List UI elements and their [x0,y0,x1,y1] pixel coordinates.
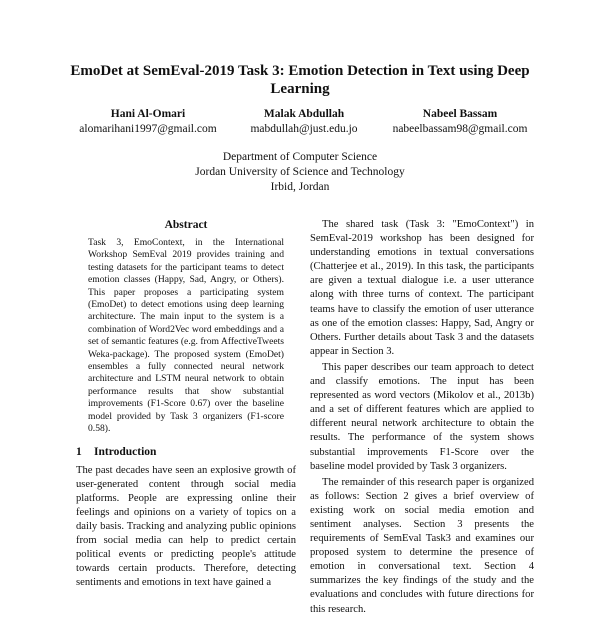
author-email: nabeelbassam98@gmail.com [392,123,528,135]
affiliation-department: Department of Computer Science [222,151,378,163]
affiliation [150,150,450,195]
abstract-text: Task 3, EmoContext, in the International Workshop SemEval 2019 provides training and testing datasets for the participant teams to detect emotion classes (Happy, Sad, Angry, or Others). This paper proposes a participating system (EmoDet) to detect emotions using deep learning architecture. The main input to the system is a combination of Word2Vec word embeddings and a set of semantic features (e.g. from AffectiveTweets Weka-package). The proposed system (EmoDet) ensembles a fully connected neural network architecture and LSTM neural network to obtain performance results that show substantial improvements (F1-Score 0.67) over the baseline model provided by Task 3 organizers (F1-score 0.58). [88,237,284,435]
section-title: Introduction [94,445,157,458]
author-name: Malak Abdullah [263,108,345,120]
affiliation-university: Jordan University of Science and Technology [195,166,405,178]
author-2 [214,107,394,137]
author-3 [370,107,550,137]
author-1 [58,107,238,137]
paper-title: EmoDet at SemEval-2019 Task 3: Emotion Detection in Text using Deep Learning [70,63,530,97]
author-name: Hani Al-Omari [110,108,186,120]
introduction-paragraph: The past decades have seen an explosive growth of user-generated content through social media platforms. People are expressing online their feelings and opinions on a variety of topics on a daily basis. Tracking and analyzing public opinions from social media can help to predict certain political events or predicting people's attitude towards certain products. Therefore, detecting sentiments and emotions in text have gained a [76,464,296,589]
paragraph: The shared task (Task 3: "EmoContext") in SemEval-2019 workshop has been designed for understanding emotions in textual conversations (Chatterjee et al., 2019). In this task, the participants are given a textual dialogue i.e. a user utterance along with three turns of context. The participant teams have to classify the emotion of user utterance as one of the emotion classes: Happy, Sad, Angry or Others. Further details about Task 3 and the datasets appear in Section 3. [310,219,534,357]
paragraph: This paper describes our team approach to detect and classify emotions. The input has been represented as word vectors (Mikolov et al., 2013b) and a set of different features which are applied to different neural network architecture to obtain the results. The performance of the system shows substantial improvements F1-Score over the baseline model provided by Task 3 organizers. [310,361,534,472]
author-email: mabdullah@just.edu.jo [250,123,358,135]
author-email: alomarihani1997@gmail.com [79,123,217,135]
abstract-heading: Abstract [164,219,208,231]
paragraph: The remainder of this research paper is organized as follows: Section 2 gives a brief overview of existing work on social media emotion and sentiment analyses. Section 3 presents the requirements of SemEval Task3 and examines our proposed system to determine the presence of emotion in conversational text. Section 4 summarizes the key findings of the study and the evaluations and concludes with future directions for this research. [310,476,534,615]
section-heading [76,445,296,459]
author-name: Nabeel Bassam [422,108,498,120]
section-number: 1 [76,445,82,458]
right-column [310,218,534,619]
affiliation-location: Irbid, Jordan [270,181,330,193]
left-column [76,218,296,590]
